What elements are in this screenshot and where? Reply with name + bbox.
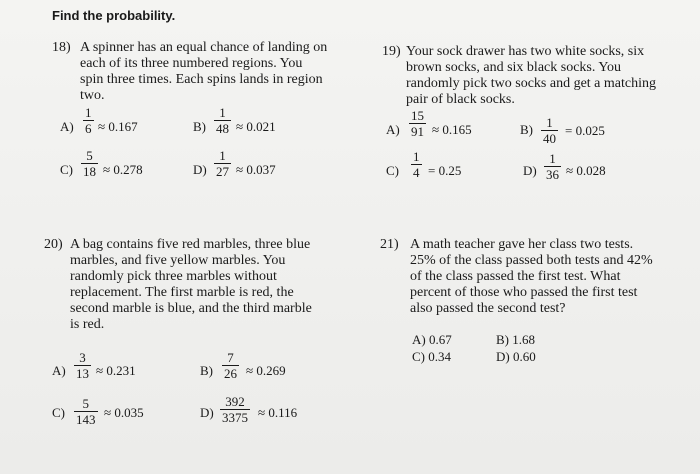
q20-option-d-fraction: [220, 395, 250, 424]
q21-option-a: A) 0.67: [412, 332, 452, 347]
q19-option-b-letter: B): [520, 122, 533, 137]
q20-option-c-numerator: 5: [82, 396, 89, 411]
q18-option-d-numerator: 1: [219, 148, 226, 163]
q19-option-d-denominator: 36: [546, 167, 559, 182]
q19-option-a-approx: ≈ 0.165: [432, 122, 472, 137]
q21-option-b: B) 1.68: [496, 332, 535, 347]
q19-option-c-denominator: 4: [413, 165, 420, 180]
q18-option-b-letter: B): [193, 119, 206, 134]
q19-option-d-numerator: 1: [549, 151, 556, 166]
q18-option-c-numerator: 5: [86, 148, 93, 163]
q20-option-d-letter: D): [200, 405, 214, 420]
q18-option-d-fraction: [214, 149, 231, 178]
q21-option-c: C) 0.34: [412, 349, 451, 364]
q20-option-c-denominator: 143: [76, 412, 96, 427]
q18-option-b-approx: ≈ 0.021: [236, 119, 276, 134]
q20-option-a-numerator: 3: [79, 350, 86, 365]
q18-option-d-denominator: 27: [216, 164, 229, 179]
q18-option-c-denominator: 18: [83, 164, 96, 179]
q19-option-c-fraction: [411, 150, 422, 179]
q20-option-a-approx: ≈ 0.231: [96, 363, 136, 378]
q19-option-a-fraction: [409, 109, 426, 138]
question-20-number: 20): [44, 237, 63, 252]
question-19-number: 19): [382, 44, 401, 59]
page-title: Find the probability.: [52, 8, 176, 23]
q20-option-b-letter: B): [200, 363, 213, 378]
question-20-text: A bag contains five red marbles, three blue marbles, and five yellow marbles. You randomly pick three marbles without replacement. The first marble is red, the second marble is blue, and the third marble is red.: [70, 237, 312, 332]
question-19-text: Your sock drawer has two white socks, six brown socks, and six black socks. You randomly pick two socks and get a matching pair of black socks.: [406, 44, 656, 107]
q19-option-a-denominator: 91: [411, 124, 424, 139]
q20-option-b-denominator: 26: [224, 366, 237, 381]
question-21-text: A math teacher gave her class two tests. 25% of the class passed both tests and 42% of the class passed the first test. What percent of those who passed the first test also passed the second test?: [410, 237, 653, 316]
q20-option-a-fraction: [74, 351, 91, 380]
q20-option-c-letter: C): [52, 405, 65, 420]
q19-option-b-approx: = 0.025: [565, 123, 605, 138]
q19-option-a-letter: A): [386, 122, 400, 137]
q18-option-c-letter: C): [60, 162, 73, 177]
q20-option-a-denominator: 13: [76, 366, 89, 381]
q18-option-a-approx: ≈ 0.167: [98, 119, 138, 134]
q19-option-d-approx: ≈ 0.028: [566, 163, 606, 178]
q18-option-d-approx: ≈ 0.037: [236, 162, 276, 177]
q20-option-a-letter: A): [52, 363, 66, 378]
q18-option-a-numerator: 1: [85, 105, 92, 120]
q18-option-c-approx: ≈ 0.278: [103, 162, 143, 177]
q19-option-b-numerator: 1: [546, 115, 553, 130]
q20-option-d-denominator: 3375: [222, 410, 248, 425]
q19-option-a-numerator: 15: [411, 108, 424, 123]
q19-option-b-fraction: [541, 116, 558, 145]
q19-option-c-approx: = 0.25: [428, 163, 462, 178]
q19-option-d-letter: D): [523, 163, 537, 178]
q20-option-c-approx: ≈ 0.035: [104, 405, 144, 420]
q20-option-b-numerator: 7: [227, 350, 234, 365]
q21-option-d: D) 0.60: [496, 349, 536, 364]
q18-option-a-fraction: [83, 106, 94, 135]
q20-option-d-approx: ≈ 0.116: [258, 405, 298, 420]
q19-option-c-numerator: 1: [413, 149, 420, 164]
q20-option-c-fraction: [74, 397, 98, 426]
q18-option-b-denominator: 48: [216, 121, 229, 136]
q18-option-d-letter: D): [193, 162, 207, 177]
q18-option-c-fraction: [81, 149, 98, 178]
question-18-number: 18): [52, 40, 71, 55]
q18-option-b-fraction: [214, 106, 231, 135]
q18-option-b-numerator: 1: [219, 105, 226, 120]
question-21-number: 21): [380, 237, 399, 252]
q19-option-c-letter: C): [386, 163, 399, 178]
q20-option-d-numerator: 392: [225, 394, 245, 409]
q20-option-b-approx: ≈ 0.269: [246, 363, 286, 378]
q19-option-b-denominator: 40: [543, 131, 556, 146]
q20-option-b-fraction: [222, 351, 239, 380]
q19-option-d-fraction: [544, 152, 561, 181]
q18-option-a-letter: A): [60, 119, 74, 134]
q18-option-a-denominator: 6: [85, 121, 92, 136]
question-18-text: A spinner has an equal chance of landing on each of its three numbered regions. You spin three times. Each spins lands in region two.: [80, 40, 328, 103]
